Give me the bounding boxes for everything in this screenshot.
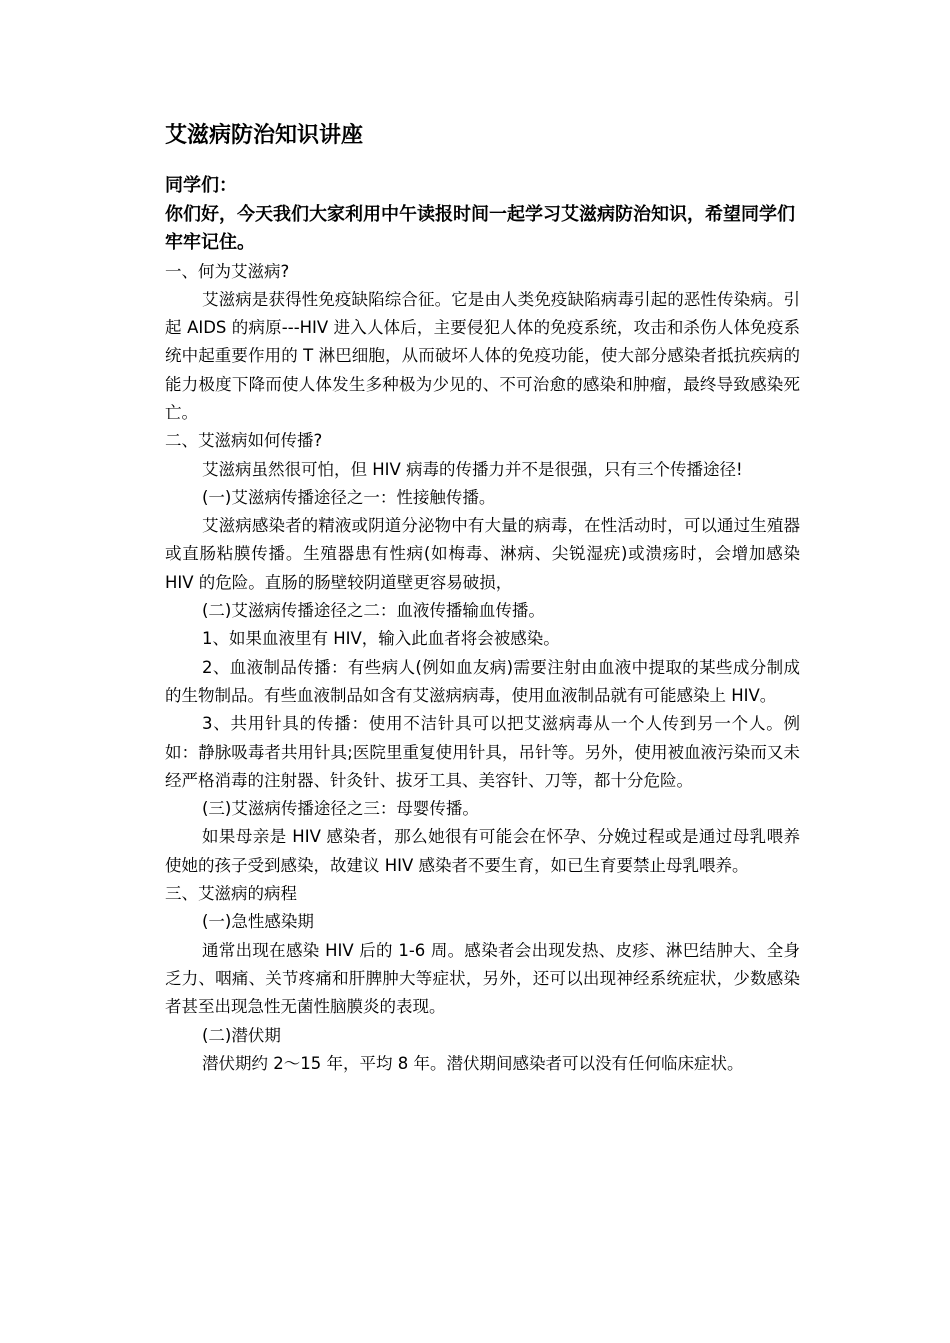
greeting: 同学们：: [165, 175, 237, 196]
subsection-heading: (二)艾滋病传播途径之二：血液传播输血传播。: [202, 601, 545, 621]
subsection-heading: (三)艾滋病传播途径之三：母婴传播。: [202, 799, 479, 819]
body-paragraph: 通常出现在感染 HIV 后的 1-6 周。感染者会出现发热、皮疹、淋巴结肿大、全身乏力、咽痛、关节疼痛和肝脾肿大等症状，另外，还可以出现神经系统症状，少数感染者甚至出现急性无菌性脑膜炎的表现。: [165, 940, 800, 1017]
body-paragraph: 艾滋病是获得性免疫缺陷综合征。它是由人类免疫缺陷病毒引起的恶性传染病。引起 AIDS 的病原---HIV 进入人体后，主要侵犯人体的免疫系统，攻击和杀伤人体免疫系统中起重要作用的 T 淋巴细胞，从而破坏人体的免疫功能，使大部分感染者抵抗疾病的能力极度下降而使人体发生多种极为少见的、不可治愈的感染和肿瘤，最终导致感染死亡。: [165, 289, 800, 422]
list-item: 3、共用针具的传播：使用不洁针具可以把艾滋病毒从一个人传到另一个人。例如：静脉吸毒者共用针具;医院里重复使用针具，吊针等。另外，使用被血液污染而又未经严格消毒的注射器、针灸针、拔牙工具、美容针、刀等，都十分危险。: [165, 714, 800, 790]
body-paragraph: 艾滋病虽然很可怕，但 HIV 病毒的传播力并不是很强，只有三个传播途径!: [202, 459, 743, 479]
body-paragraph: 艾滋病感染者的精液或阴道分泌物中有大量的病毒，在性活动时，可以通过生殖器或直肠粘膜传播。生殖器患有性病(如梅毒、淋病、尖锐湿疣)或溃疡时，会增加感染 HIV 的危险。直肠的肠壁较阴道壁更容易破损，: [165, 516, 800, 592]
document-title: 艾滋病防治知识讲座: [165, 123, 364, 148]
subsection-heading: (二)潜伏期: [202, 1025, 281, 1045]
section-heading-transmission: 二、艾滋病如何传播?: [165, 431, 323, 451]
subsection-heading: (一)艾滋病传播途径之一：性接触传播。: [202, 487, 496, 507]
intro-paragraph: 你们好，今天我们大家利用中午读报时间一起学习艾滋病防治知识，希望同学们牢牢记住。: [165, 203, 795, 253]
body-paragraph: 潜伏期约 2～15 年，平均 8 年。潜伏期间感染者可以没有任何临床症状。: [202, 1053, 744, 1073]
section-heading-what-is-aids: 一、何为艾滋病?: [165, 261, 290, 281]
subsection-heading: (一)急性感染期: [202, 912, 314, 932]
section-heading-course: 三、艾滋病的病程: [165, 884, 297, 904]
list-item: 1、如果血液里有 HIV，输入此血者将会被感染。: [202, 629, 560, 649]
list-item: 2、血液制品传播：有些病人(例如血友病)需要注射由血液中提取的某些成分制成的生物制品。有些血液制品如含有艾滋病病毒，使用血液制品就有可能感染上 HIV。: [165, 657, 800, 705]
body-paragraph: 如果母亲是 HIV 感染者，那么她很有可能会在怀孕、分娩过程或是通过母乳喂养使她的孩子受到感染，故建议 HIV 感染者不要生育，如已生育要禁止母乳喂养。: [165, 827, 800, 875]
document-page: [165, 120, 800, 1078]
